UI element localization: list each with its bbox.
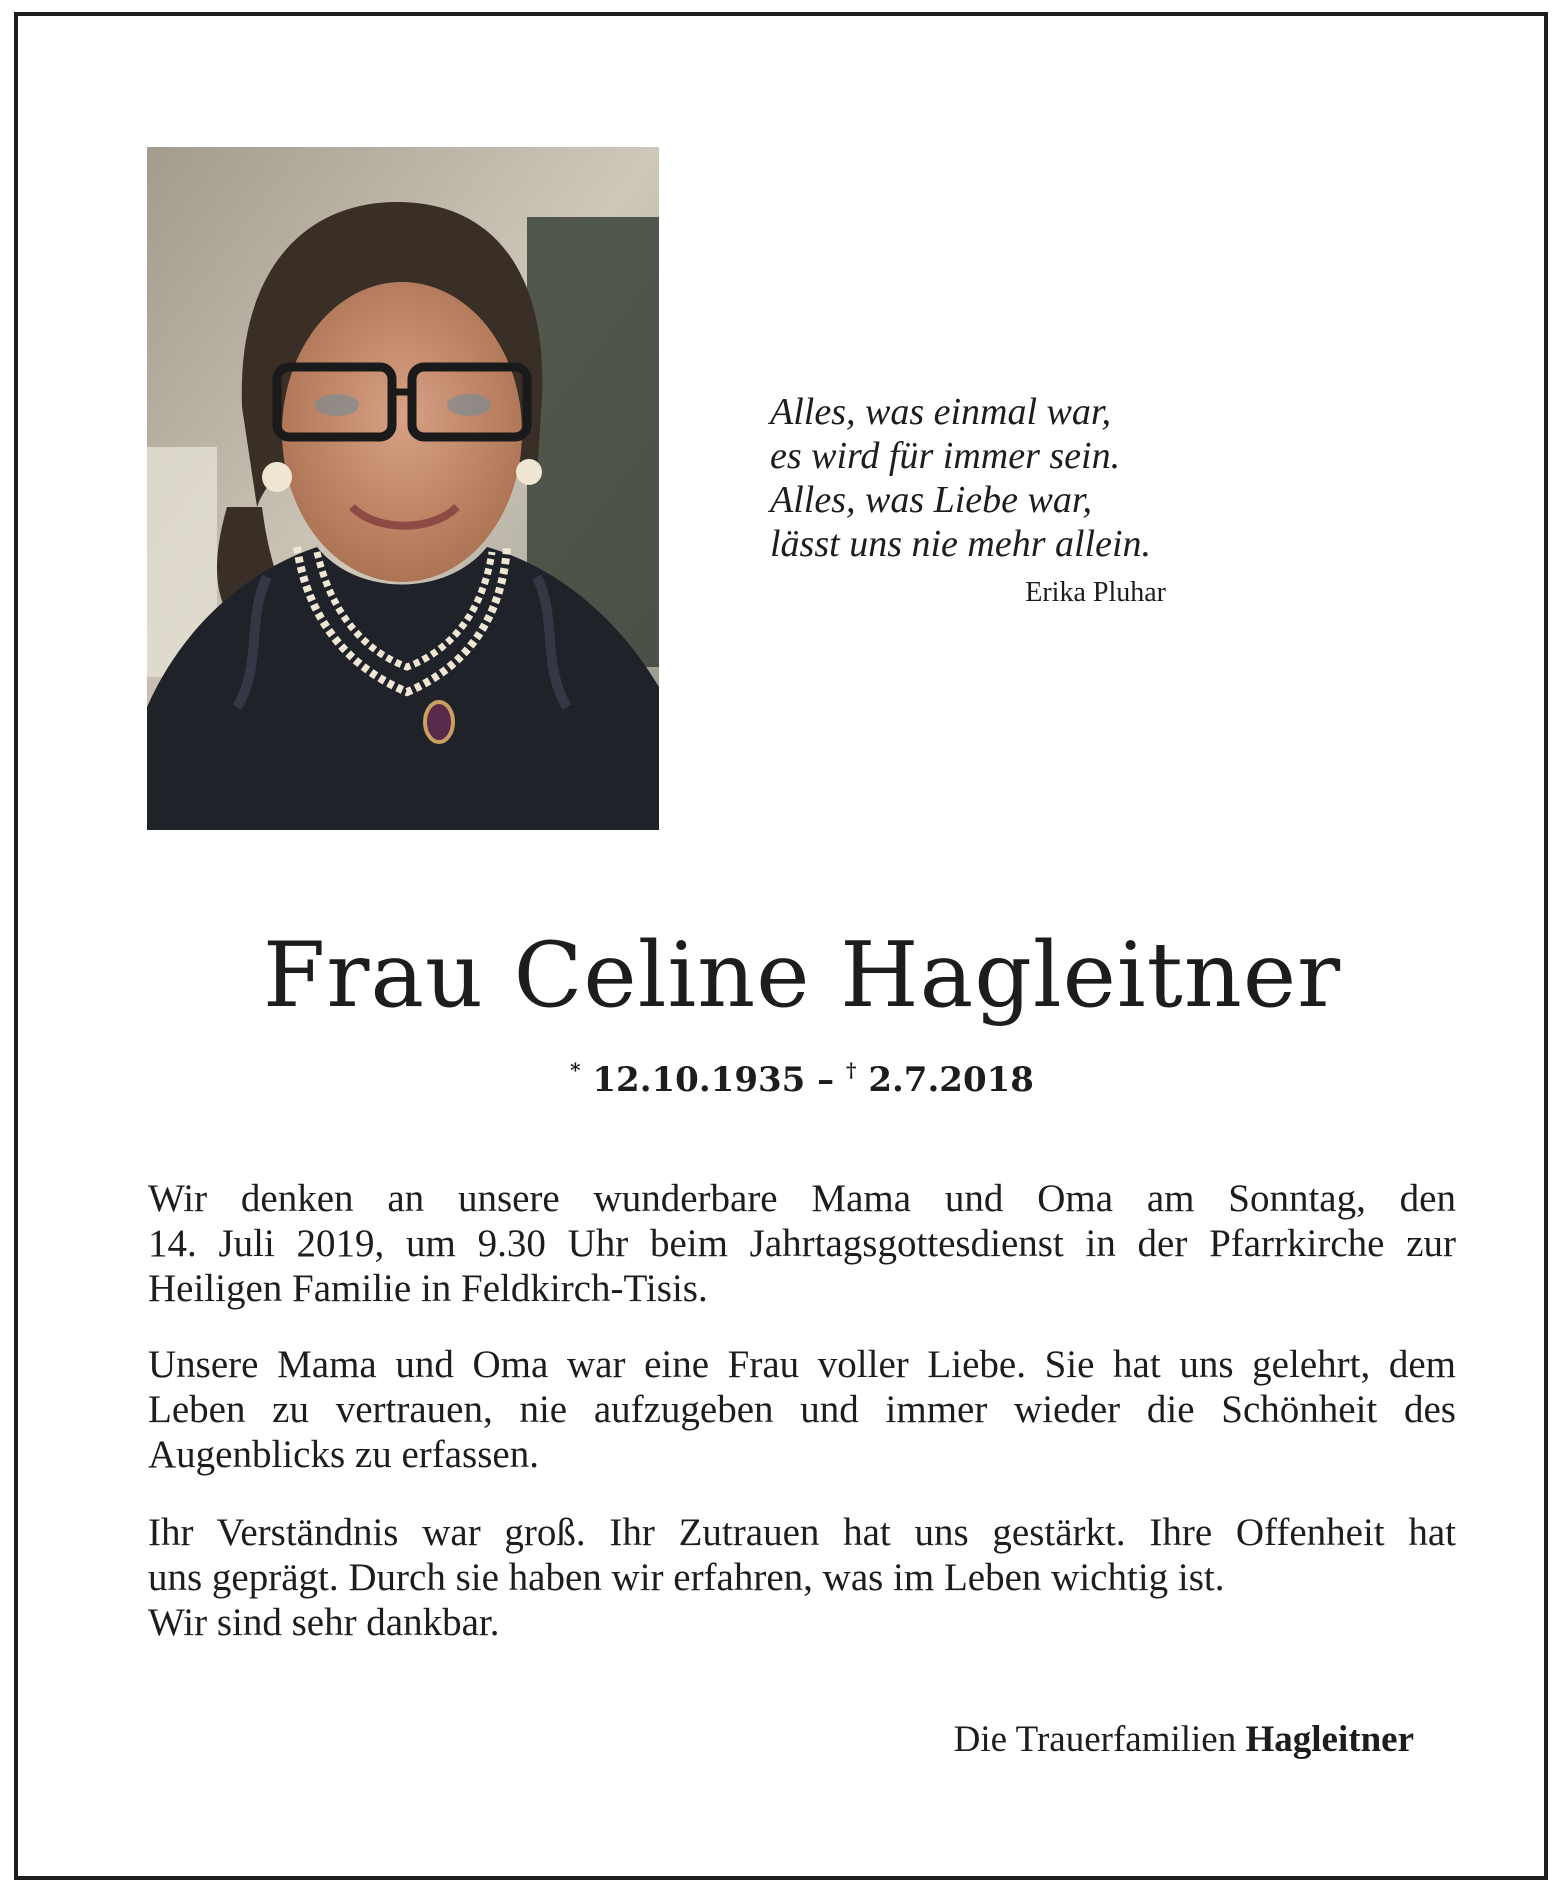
paragraph-line: 14. Juli 2019, um 9.30 Uhr beim Jahrtagsgottesdienst in der Pfarrkirche zur: [148, 1222, 1456, 1265]
quote-line: Alles, was einmal war,: [770, 391, 1111, 433]
portrait-photo-icon: [147, 147, 659, 830]
quote-line: es wird für immer sein.: [770, 435, 1121, 477]
paragraph-line: Leben zu vertrauen, nie aufzugeben und immer wieder die Schönheit des: [148, 1388, 1456, 1431]
paragraph-announcement: [148, 1176, 1456, 1311]
death-date: 2.7.2018: [868, 1060, 1034, 1100]
life-dates: [18, 1050, 1568, 1100]
quote-line: Alles, was Liebe war,: [770, 479, 1092, 521]
paragraph-line: Ihr Verständnis war groß. Ihr Zutrauen hat uns gestärkt. Ihre Offenheit hat: [148, 1511, 1456, 1554]
birth-symbol: *: [570, 1058, 581, 1082]
signature: [954, 1718, 1414, 1762]
paragraph-line: Augenblicks zu erfassen.: [148, 1433, 539, 1476]
date-separator: –: [817, 1060, 835, 1100]
paragraph-line: Unsere Mama und Oma war eine Frau voller Liebe. Sie hat uns gelehrt, dem: [148, 1343, 1456, 1386]
signature-prefix: Die Trauerfamilien: [953, 1719, 1237, 1760]
paragraph-line: uns geprägt. Durch sie haben wir erfahren, was im Leben wichtig ist.: [148, 1556, 1225, 1599]
paragraph-line: Wir denken an unsere wunderbare Mama und Oma am Sonntag, den: [148, 1177, 1456, 1220]
paragraph-line: Heiligen Familie in Feldkirch-Tisis.: [148, 1267, 708, 1310]
death-symbol: †: [846, 1058, 857, 1082]
birth-date: 12.10.1935: [592, 1060, 806, 1100]
quote: [770, 390, 1290, 566]
paragraph-tribute: [148, 1342, 1456, 1477]
quote-author: Erika Pluhar: [1025, 577, 1166, 608]
paragraph-gratitude: [148, 1510, 1456, 1645]
deceased-name: Frau Celine Hagleitner: [262, 923, 1342, 1028]
obituary-frame: [14, 12, 1548, 1880]
paragraph-line: Wir sind sehr dankbar.: [148, 1601, 500, 1644]
signature-family-name: Hagleitner: [1245, 1719, 1414, 1760]
quote-line: lässt uns nie mehr allein.: [770, 523, 1152, 565]
